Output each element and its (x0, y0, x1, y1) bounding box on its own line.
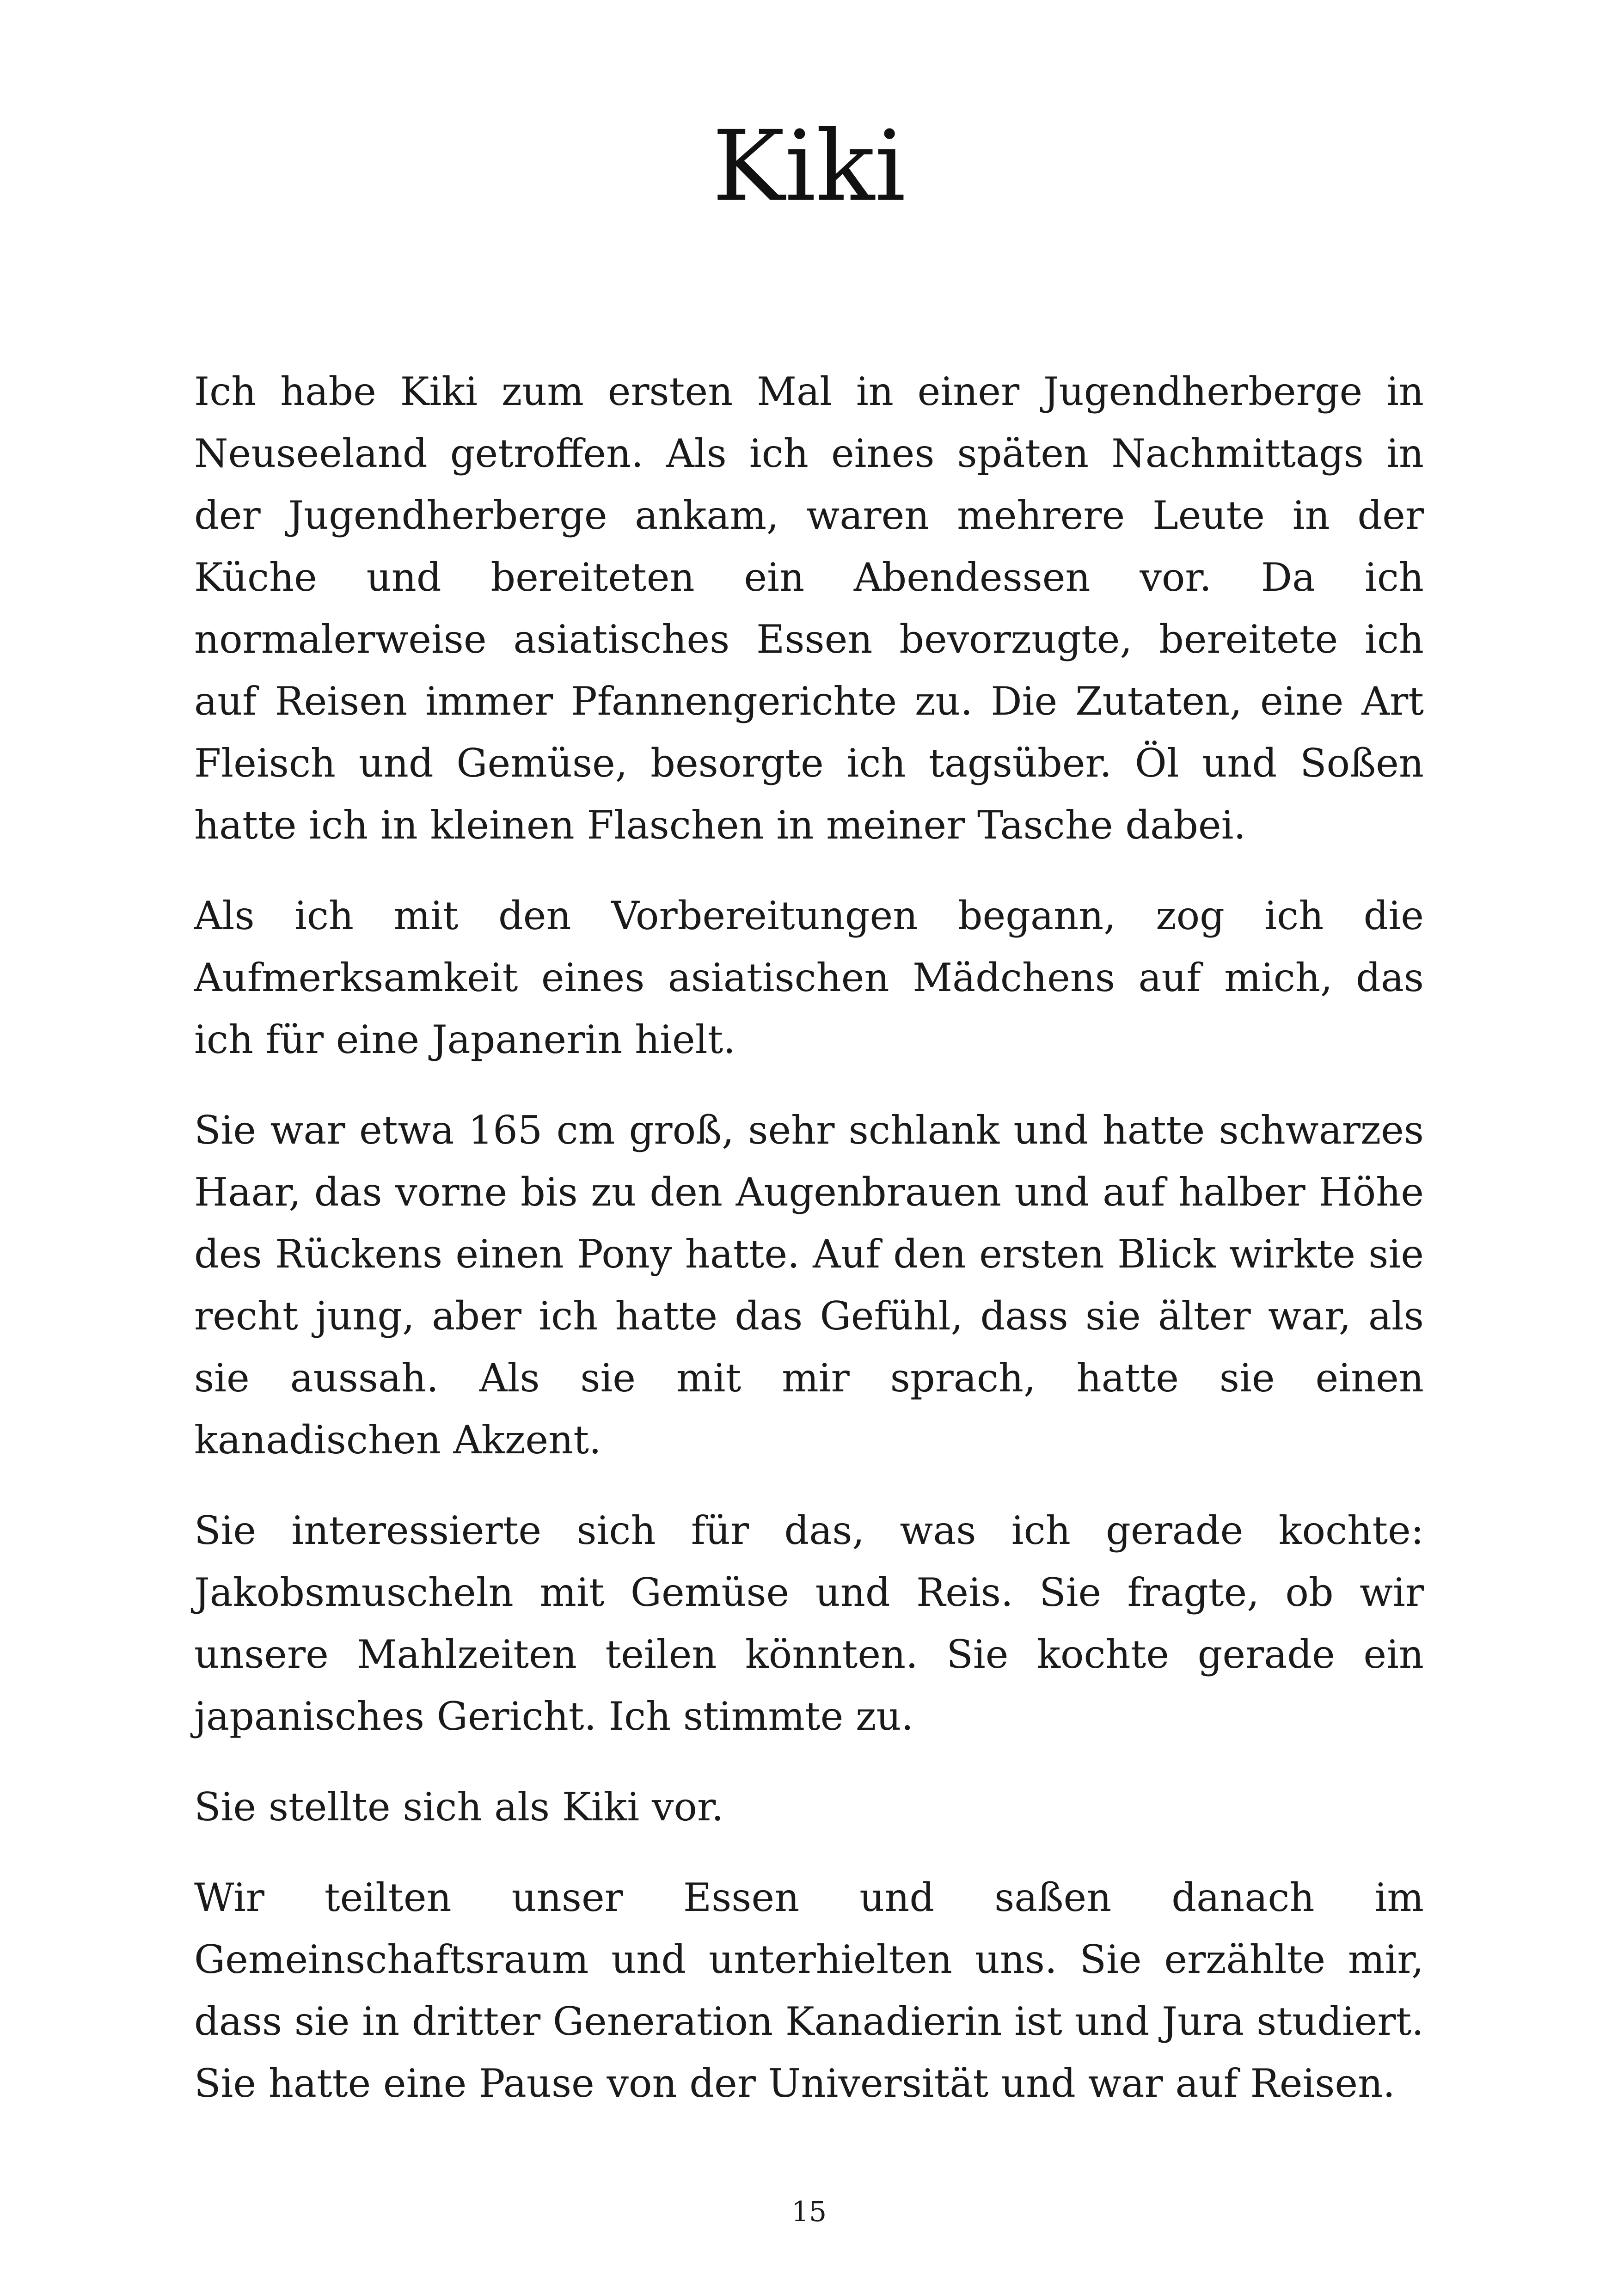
body-text (194, 361, 1424, 2143)
paragraph: Ich habe Kiki zum ersten Mal in einer Jugendherberge in Neuseeland getroffen. Als ich eines späten Nachmittags in der Jugendherberge ankam, waren mehrere Leute in der Küche und bereiteten ein Abendessen vor. Da ich normalerweise asiatisches Essen bevorzugte, bereitete ich auf Reisen immer Pfannengerichte zu. Die Zutaten, eine Art Fleisch und Gemüse, besorgte ich tagsüber. Öl und Soßen hatte ich in kleinen Flaschen in meiner Tasche dabei. (194, 369, 1424, 848)
paragraph: Sie war etwa 165 cm groß, sehr schlank und hatte schwarzes Haar, das vorne bis zu den Augenbrauen und auf halber Höhe des Rückens einen Pony hatte. Auf den ersten Blick wirkte sie recht jung, aber ich hatte das Gefühl, dass sie älter war, als sie aussah. Als sie mit mir sprach, hatte sie einen kanadischen Akzent. (194, 1108, 1424, 1463)
paragraph: Wir teilten unser Essen und saßen danach im Gemeinschaftsraum und unterhielten uns. Sie erzählte mir, dass sie in dritter Generation Kanadierin ist und Jura studiert. Sie hatte eine Pause von der Universität und war auf Reisen. (194, 1875, 1424, 2106)
chapter-title: Kiki (712, 110, 906, 223)
paragraph: Als ich mit den Vorbereitungen begann, zog ich die Aufmerksamkeit eines asiatischen Mädchens auf mich, das ich für eine Japanerin hielt. (194, 893, 1424, 1062)
paragraph: Sie stellte sich als Kiki vor. (194, 1784, 724, 1830)
paragraph: Sie interessierte sich für das, was ich gerade kochte: Jakobsmuscheln mit Gemüse und Reis. Sie fragte, ob wir unsere Mahlzeiten teilen könnten. Sie kochte gerade ein japanisches Gericht. Ich stimmte zu. (194, 1508, 1424, 1739)
page-number: 15 (791, 2196, 827, 2228)
